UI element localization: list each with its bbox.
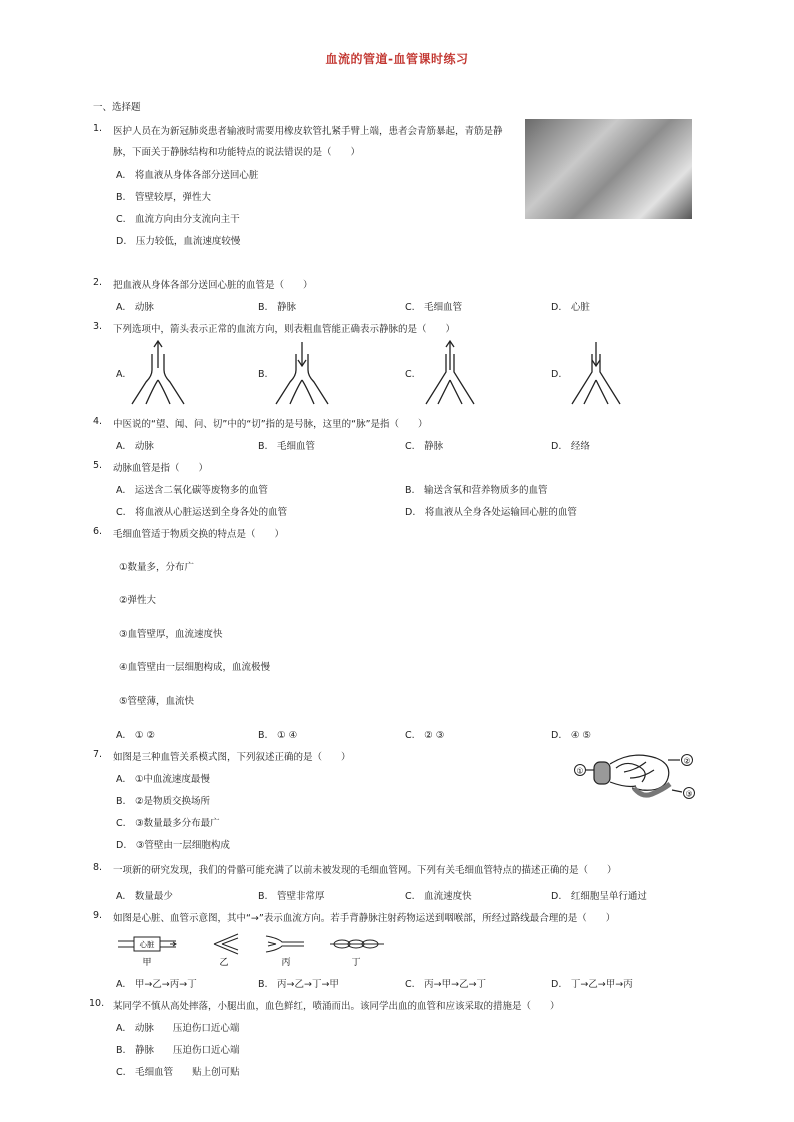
question-number: 1. [93,123,103,134]
capillary-network-diagram [572,748,702,808]
option-d[interactable]: D. 红细胞呈单行通过 [551,891,647,902]
vessel-diagram-b [272,340,332,410]
option-b[interactable]: B. 毛细血管 [258,441,316,452]
option-a[interactable]: A. 运送含二氧化碳等废物多的血管 [116,485,268,496]
vessel-diagram-a [128,340,188,410]
question-number: 9. [93,910,103,921]
diagram-label-jia: 甲 [142,958,152,968]
option-b[interactable]: B. ②是物质交换场所 [116,796,211,807]
option-b[interactable]: B. ① ④ [258,730,298,741]
option-d[interactable]: D. 将血液从全身各处运输回心脏的血管 [405,507,577,518]
diagram-label-yi: 乙 [219,958,229,968]
question-number: 2. [93,277,103,288]
statement-item: ③血管壁厚，血流速度快 [119,629,223,640]
section-heading: 一、选择题 [93,102,141,113]
option-a[interactable]: A. 将血液从身体各部分送回心脏 [116,170,259,181]
option-a[interactable]: A. ①中血流速度最慢 [116,774,210,785]
option-b[interactable]: B. 静脉 [258,302,297,313]
option-a[interactable]: A. 数量最少 [116,891,173,902]
option-a[interactable]: A. 动脉 [116,441,154,452]
option-c[interactable]: C. 血流方向由分支流向主干 [116,214,240,225]
diagram-label-2: ② [683,756,691,766]
option-d[interactable]: D. ③管壁由一层细胞构成 [116,840,230,851]
option-d[interactable]: D. 丁→乙→甲→丙 [551,979,633,990]
option-d[interactable]: D. ④ ⑤ [551,730,591,741]
option-b[interactable]: B. 管壁非常厚 [258,891,325,902]
option-c[interactable]: C. 静脉 [405,441,444,452]
statement-item: ⑤管壁薄，血流快 [119,696,195,707]
option-c[interactable]: C. 将血液从心脏运送到全身各处的血管 [116,507,288,518]
option-b[interactable]: B. 输送含氧和营养物质多的血管 [405,485,548,496]
option-a[interactable]: A. 动脉 [116,302,154,313]
question-text: 如图是三种血管关系模式图，下列叙述正确的是（ ） [113,752,351,763]
heart-vessel-diagram [118,932,388,968]
option-a[interactable]: A. ① ② [116,730,155,741]
option-b[interactable]: B. 静脉 压迫伤口近心端 [116,1045,240,1056]
option-c[interactable]: C. [405,369,415,380]
heart-label: 心脏 [139,940,155,949]
question-text: 动脉血管是指（ ） [113,463,209,474]
question-number: 6. [93,526,103,537]
question-text: 把血液从身体各部分送回心脏的血管是（ ） [113,280,313,291]
question-text: 医护人员在为新冠肺炎患者输液时需要用橡皮软管扎紧手臂上端，患者会青筋暴起，青筋是静 [113,126,503,137]
page-title: 血流的管道-血管课时练习 [325,52,469,66]
question-text: 一项新的研究发现，我们的骨骼可能充满了以前未被发现的毛细血管网。下列有关毛细血管特点的描述正确的是（ ） [113,865,617,876]
option-d[interactable]: D. 经络 [551,441,590,452]
option-b[interactable]: B. 管壁较厚，弹性大 [116,192,212,203]
option-c[interactable]: C. 毛细血管 贴上创可贴 [116,1067,240,1078]
option-a[interactable]: A. 动脉 压迫伤口近心端 [116,1023,240,1034]
option-c[interactable]: C. 丙→甲→乙→丁 [405,979,487,990]
option-a[interactable]: A. 甲→乙→丙→丁 [116,979,197,990]
vessel-diagram-c [420,340,480,410]
statement-item: ②弹性大 [119,595,157,606]
vessel-diagram-d [566,340,626,410]
option-c[interactable]: C. 血流速度快 [405,891,472,902]
question-text: 下列选项中，箭头表示正常的血流方向，则表粗血管能正确表示静脉的是（ ） [113,324,456,335]
option-b[interactable]: B. 丙→乙→丁→甲 [258,979,339,990]
option-c[interactable]: C. ③数量最多分布最广 [116,818,220,829]
question-text: 毛细血管适于物质交换的特点是（ ） [113,529,285,540]
diagram-label-bing: 丙 [281,958,291,968]
infusion-photo [525,119,692,219]
option-c[interactable]: C. ② ③ [405,730,445,741]
option-d[interactable]: D. 心脏 [551,302,590,313]
statement-item: ④血管壁由一层细胞构成，血流极慢 [119,662,271,673]
option-d[interactable]: D. [551,369,562,380]
diagram-label-ding: 丁 [351,958,361,968]
option-d[interactable]: D. 压力较低，血流速度较慢 [116,236,241,247]
question-text: 某同学不慎从高处摔落，小腿出血，血色鲜红，喷涌而出。该同学出血的血管和应该采取的措施是（ ） [113,1001,560,1012]
diagram-label-1: ① [576,766,584,776]
option-a[interactable]: A. [116,369,126,380]
question-number: 8. [93,862,103,873]
question-number: 7. [93,749,103,760]
question-text: 如图是心脏、血管示意图，其中“→”表示血流方向。若手背静脉注射药物运送到咽喉部，所经过路线最合理的是（ ） [113,913,616,924]
statement-item: ①数量多，分布广 [119,562,195,573]
question-number: 5. [93,460,103,471]
question-text: 中医说的“望、闻、问、切”中的“切”指的是号脉，这里的“脉”是指（ ） [113,419,428,430]
option-c[interactable]: C. 毛细血管 [405,302,463,313]
question-number: 10. [89,998,105,1009]
option-b[interactable]: B. [258,369,268,380]
question-number: 3. [93,321,103,332]
question-text: 脉，下面关于静脉结构和功能特点的说法错误的是（ ） [113,147,361,158]
diagram-label-3: ③ [685,789,693,799]
question-number: 4. [93,416,103,427]
